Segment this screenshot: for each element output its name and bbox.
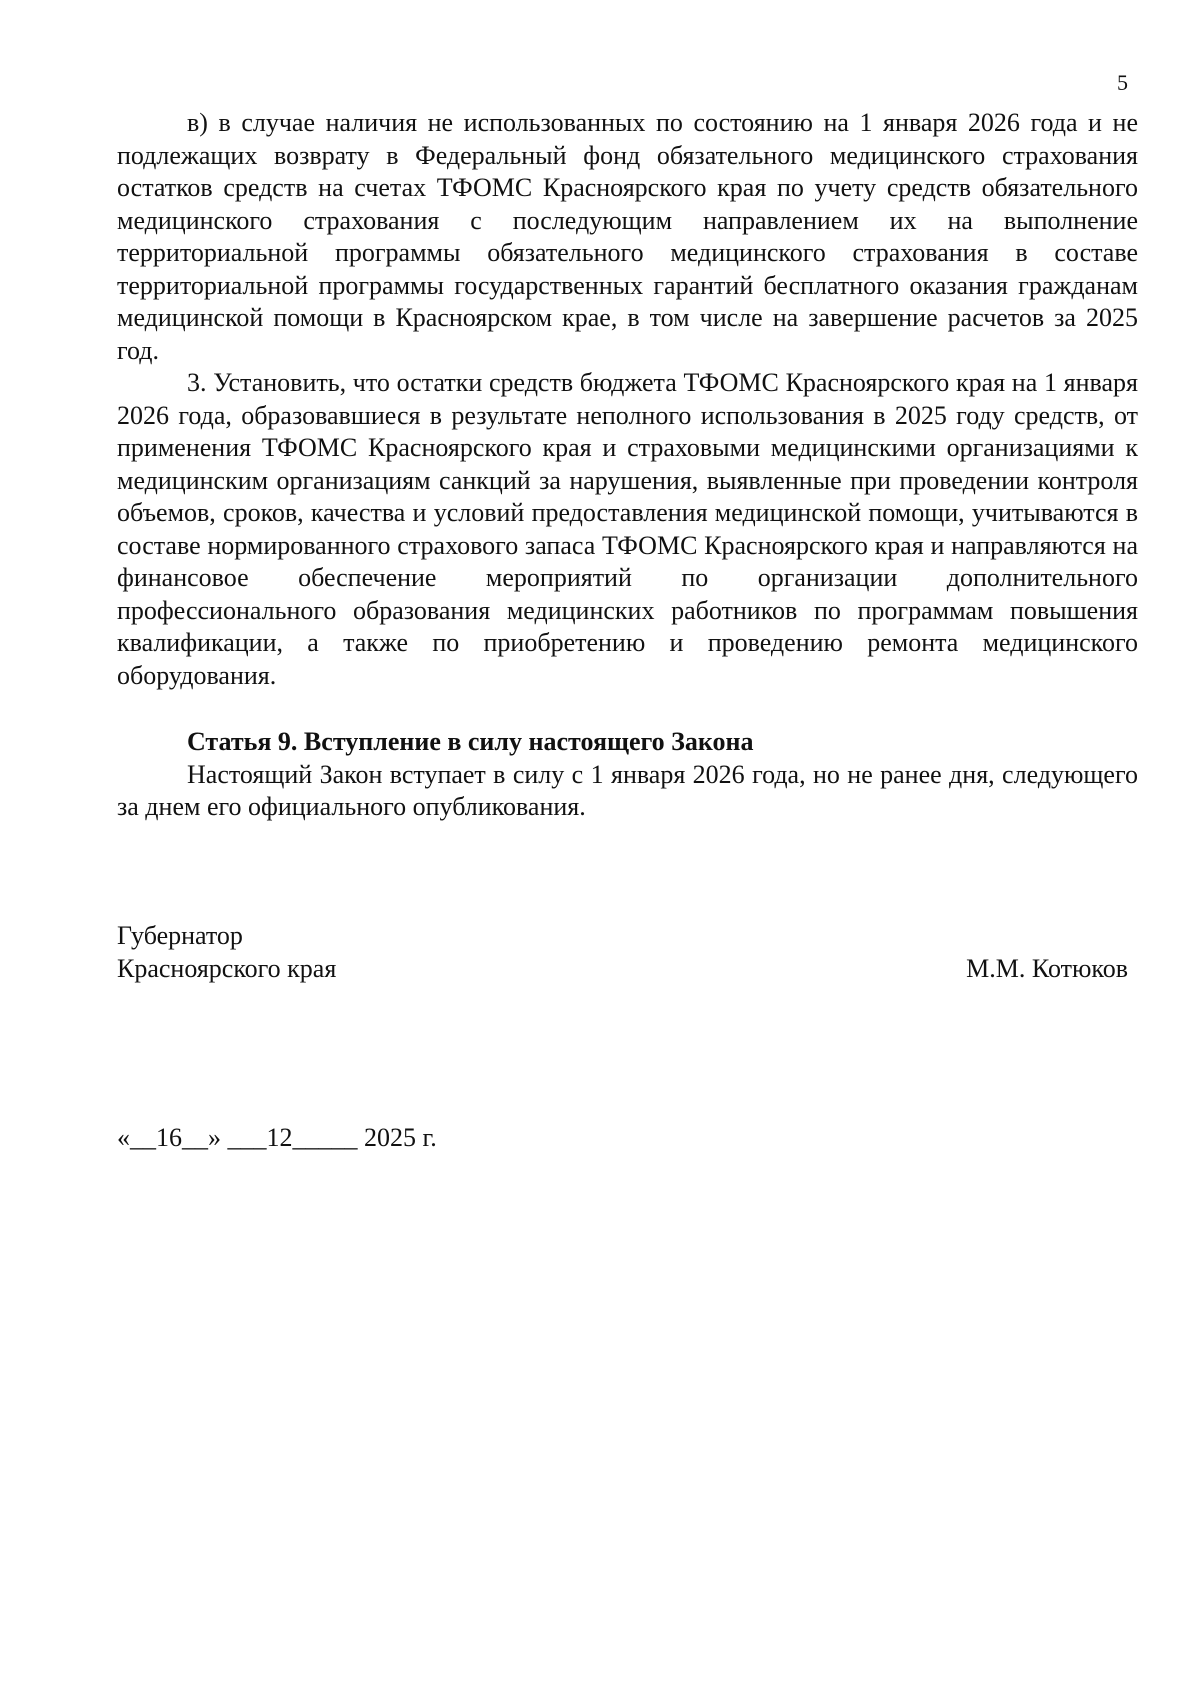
article-9-title: Статья 9. Вступление в силу настоящего Закона <box>187 727 754 756</box>
signature-position-line2: Красноярского края <box>117 953 337 983</box>
signature-block <box>117 920 1138 985</box>
document-body <box>117 107 1138 824</box>
signature-row <box>117 953 1138 986</box>
paragraph-clause-v: в) в случае наличия не использованных по состоянию на 1 января 2026 года и не подлежащих возврату в Федеральный фонд обязательного медицинского страхования остатков средств на счетах ТФОМС Красноярского края по учету средств обязательного медицинского страхования с последующим направлением их на выполнение территориальной программы обязательного медицинского страхования в составе территориальной программы государственных гарантий бесплатного оказания гражданам медицинской помощи в Красноярском крае, в том числе на завершение расчетов за 2025 год. <box>117 108 1138 365</box>
page-number: 5 <box>1117 70 1128 95</box>
signatory-name: М.М. Котюков <box>966 953 1128 983</box>
signature-position-line1: Губернатор <box>117 921 243 950</box>
article-9-text: Настоящий Закон вступает в силу с 1 января 2026 года, но не ранее дня, следующего за днем его официального опубликования. <box>117 759 1138 821</box>
paragraph-clause-3: 3. Установить, что остатки средств бюджета ТФОМС Красноярского края на 1 января 2026 года, образовавшиеся в результате неполного использования в 2025 году средств, от применения ТФОМС Красноярского края и страховыми медицинскими организациями к медицинским организациям санкций за нарушения, выявленные при проведении контроля объемов, сроков, качества и условий предоставления медицинской помощи, учитываются в составе нормированного страхового запаса ТФОМС Красноярского края и направляются на финансовое обеспечение мероприятий по организации дополнительного профессионального образования медицинских работников по программам повышения квалификации, а также по приобретению и проведению ремонта медицинского оборудования. <box>117 368 1138 690</box>
signing-date: «__16__» ___12_____ 2025 г. <box>117 1123 437 1152</box>
